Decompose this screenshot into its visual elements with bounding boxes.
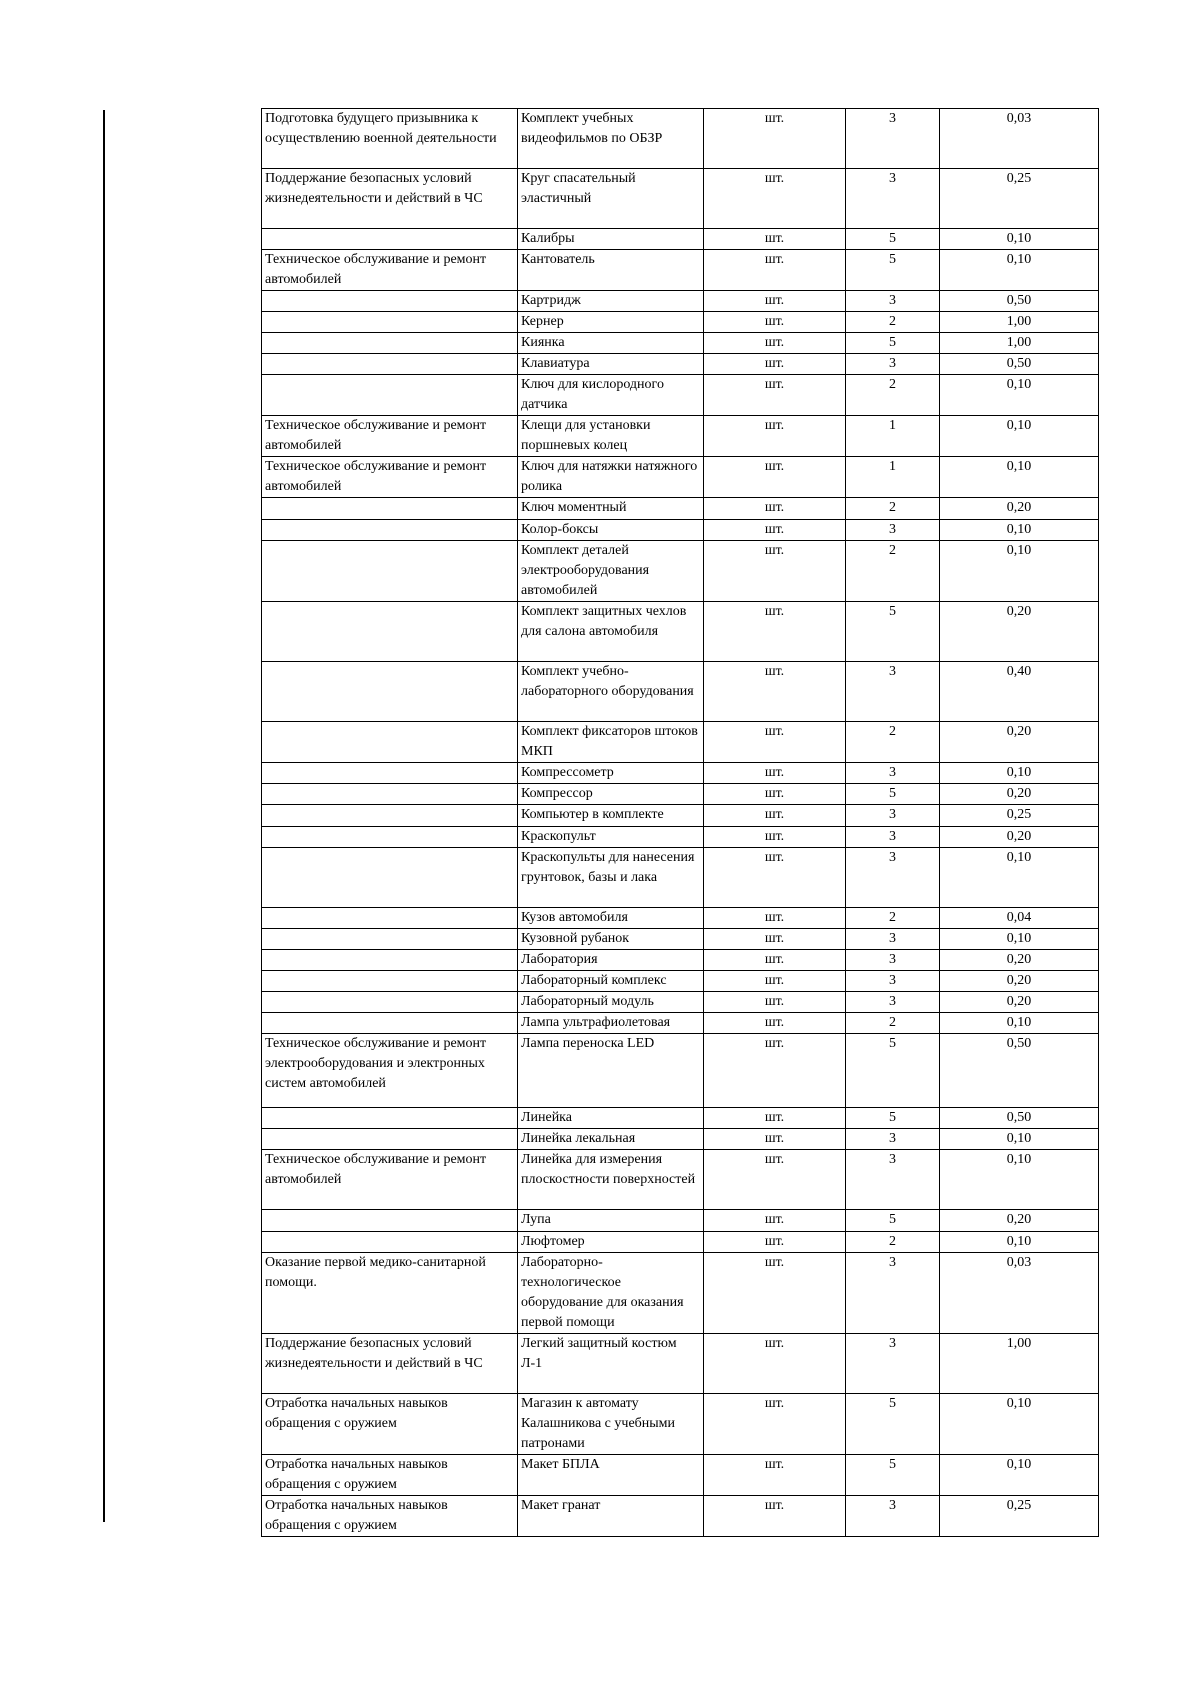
unit-cell: шт. (704, 848, 846, 908)
activity-cell: Техническое обслуживание и ремонт автомобилей (262, 1150, 518, 1210)
quantity-cell: 5 (846, 333, 940, 354)
item-name-cell: Круг спасательный эластичный (518, 169, 704, 229)
quantity-cell: 3 (846, 1150, 940, 1210)
table-row (262, 169, 1099, 229)
item-name-cell: Комплект учебно-лабораторного оборудования (518, 662, 704, 722)
quantity-cell: 5 (846, 1210, 940, 1232)
quantity-cell: 2 (846, 375, 940, 416)
quantity-cell: 3 (846, 929, 940, 950)
coefficient-cell: 0,03 (940, 109, 1099, 169)
table-row (262, 848, 1099, 908)
coefficient-cell: 0,50 (940, 1108, 1099, 1129)
table-row (262, 1150, 1099, 1210)
activity-cell (262, 1210, 518, 1232)
coefficient-cell: 0,10 (940, 848, 1099, 908)
coefficient-cell: 0,20 (940, 827, 1099, 848)
quantity-cell: 3 (846, 763, 940, 784)
coefficient-cell: 0,10 (940, 520, 1099, 541)
table-row (262, 354, 1099, 375)
coefficient-cell: 1,00 (940, 333, 1099, 354)
unit-cell: шт. (704, 333, 846, 354)
item-name-cell: Линейка (518, 1108, 704, 1129)
unit-cell: шт. (704, 1334, 846, 1394)
item-name-cell: Легкий защитный костюм Л-1 (518, 1334, 704, 1394)
coefficient-cell: 0,10 (940, 1394, 1099, 1455)
item-name-cell: Ключ для кислородного датчика (518, 375, 704, 416)
quantity-cell: 2 (846, 312, 940, 333)
item-name-cell: Компрессор (518, 784, 704, 805)
unit-cell: шт. (704, 722, 846, 763)
item-name-cell: Компьютер в комплекте (518, 805, 704, 827)
unit-cell: шт. (704, 827, 846, 848)
table-row (262, 291, 1099, 312)
quantity-cell: 3 (846, 662, 940, 722)
item-name-cell: Краскопульт (518, 827, 704, 848)
item-name-cell: Картридж (518, 291, 704, 312)
item-name-cell: Лаборатория (518, 950, 704, 971)
table-row (262, 375, 1099, 416)
item-name-cell: Комплект учебных видеофильмов по ОБЗР (518, 109, 704, 169)
table-row (262, 662, 1099, 722)
activity-cell (262, 229, 518, 250)
table-row (262, 784, 1099, 805)
quantity-cell: 1 (846, 457, 940, 498)
table-row (262, 229, 1099, 250)
item-name-cell: Люфтомер (518, 1232, 704, 1253)
quantity-cell: 2 (846, 1013, 940, 1034)
activity-cell (262, 291, 518, 312)
unit-cell: шт. (704, 416, 846, 457)
coefficient-cell: 0,04 (940, 908, 1099, 929)
coefficient-cell: 0,10 (940, 375, 1099, 416)
quantity-cell: 3 (846, 1253, 940, 1334)
coefficient-cell: 0,10 (940, 416, 1099, 457)
unit-cell: шт. (704, 229, 846, 250)
margin-line (103, 110, 105, 1522)
activity-cell (262, 992, 518, 1013)
activity-cell (262, 848, 518, 908)
item-name-cell: Компрессометр (518, 763, 704, 784)
coefficient-cell: 0,10 (940, 457, 1099, 498)
quantity-cell: 2 (846, 541, 940, 602)
quantity-cell: 5 (846, 602, 940, 662)
activity-cell (262, 971, 518, 992)
coefficient-cell: 0,20 (940, 971, 1099, 992)
quantity-cell: 3 (846, 520, 940, 541)
coefficient-cell: 0,10 (940, 929, 1099, 950)
coefficient-cell: 0,40 (940, 662, 1099, 722)
table-row (262, 416, 1099, 457)
activity-cell (262, 1108, 518, 1129)
coefficient-cell: 0,10 (940, 763, 1099, 784)
coefficient-cell: 0,25 (940, 805, 1099, 827)
unit-cell: шт. (704, 929, 846, 950)
item-name-cell: Краскопульты для нанесения грунтовок, базы и лака (518, 848, 704, 908)
activity-cell (262, 1013, 518, 1034)
quantity-cell: 3 (846, 1496, 940, 1537)
coefficient-cell: 0,20 (940, 1210, 1099, 1232)
coefficient-cell: 0,50 (940, 291, 1099, 312)
activity-cell: Оказание первой медико-санитарной помощи. (262, 1253, 518, 1334)
table-row (262, 908, 1099, 929)
table-body (262, 109, 1099, 1537)
table-row (262, 1253, 1099, 1334)
quantity-cell: 5 (846, 1455, 940, 1496)
item-name-cell: Лампа переноска LED (518, 1034, 704, 1108)
unit-cell: шт. (704, 805, 846, 827)
table-row (262, 1013, 1099, 1034)
unit-cell: шт. (704, 1232, 846, 1253)
table-row (262, 763, 1099, 784)
item-name-cell: Магазин к автомату Калашникова с учебными патронами (518, 1394, 704, 1455)
item-name-cell: Ключ моментный (518, 498, 704, 520)
activity-cell (262, 950, 518, 971)
unit-cell: шт. (704, 1013, 846, 1034)
table-row (262, 457, 1099, 498)
coefficient-cell: 1,00 (940, 1334, 1099, 1394)
activity-cell (262, 929, 518, 950)
activity-cell: Поддержание безопасных условий жизнедеятельности и действий в ЧС (262, 169, 518, 229)
activity-cell: Техническое обслуживание и ремонт автомобилей (262, 416, 518, 457)
unit-cell: шт. (704, 1394, 846, 1455)
activity-cell (262, 722, 518, 763)
quantity-cell: 3 (846, 848, 940, 908)
item-name-cell: Клавиатура (518, 354, 704, 375)
activity-cell (262, 784, 518, 805)
item-name-cell: Комплект фиксаторов штоков МКП (518, 722, 704, 763)
table-row (262, 520, 1099, 541)
quantity-cell: 5 (846, 229, 940, 250)
quantity-cell: 3 (846, 291, 940, 312)
quantity-cell: 5 (846, 250, 940, 291)
quantity-cell: 3 (846, 169, 940, 229)
table-row (262, 1129, 1099, 1150)
equipment-table (261, 108, 1099, 1537)
coefficient-cell: 0,20 (940, 498, 1099, 520)
quantity-cell: 3 (846, 805, 940, 827)
table-row (262, 950, 1099, 971)
unit-cell: шт. (704, 520, 846, 541)
unit-cell: шт. (704, 354, 846, 375)
coefficient-cell: 0,10 (940, 1013, 1099, 1034)
activity-cell: Отработка начальных навыков обращения с оружием (262, 1455, 518, 1496)
coefficient-cell: 0,10 (940, 1232, 1099, 1253)
table-row (262, 1232, 1099, 1253)
item-name-cell: Комплект защитных чехлов для салона автомобиля (518, 602, 704, 662)
coefficient-cell: 0,10 (940, 1455, 1099, 1496)
quantity-cell: 2 (846, 498, 940, 520)
activity-cell: Отработка начальных навыков обращения с оружием (262, 1496, 518, 1537)
coefficient-cell: 0,50 (940, 1034, 1099, 1108)
unit-cell: шт. (704, 312, 846, 333)
quantity-cell: 1 (846, 416, 940, 457)
activity-cell (262, 908, 518, 929)
table-row (262, 827, 1099, 848)
activity-cell (262, 375, 518, 416)
table-row (262, 992, 1099, 1013)
coefficient-cell: 0,10 (940, 229, 1099, 250)
activity-cell (262, 1232, 518, 1253)
table-row (262, 722, 1099, 763)
table-row (262, 498, 1099, 520)
quantity-cell: 2 (846, 1232, 940, 1253)
item-name-cell: Лабораторный комплекс (518, 971, 704, 992)
item-name-cell: Киянка (518, 333, 704, 354)
table-row (262, 1496, 1099, 1537)
activity-cell: Техническое обслуживание и ремонт автомобилей (262, 250, 518, 291)
unit-cell: шт. (704, 541, 846, 602)
unit-cell: шт. (704, 1253, 846, 1334)
quantity-cell: 2 (846, 722, 940, 763)
table-row (262, 1108, 1099, 1129)
unit-cell: шт. (704, 169, 846, 229)
table-row (262, 250, 1099, 291)
unit-cell: шт. (704, 1129, 846, 1150)
item-name-cell: Линейка для измерения плоскостности поверхностей (518, 1150, 704, 1210)
coefficient-cell: 0,25 (940, 1496, 1099, 1537)
coefficient-cell: 0,20 (940, 722, 1099, 763)
unit-cell: шт. (704, 602, 846, 662)
unit-cell: шт. (704, 250, 846, 291)
table-row (262, 971, 1099, 992)
unit-cell: шт. (704, 1108, 846, 1129)
item-name-cell: Кернер (518, 312, 704, 333)
quantity-cell: 5 (846, 1394, 940, 1455)
item-name-cell: Лабораторный модуль (518, 992, 704, 1013)
coefficient-cell: 0,03 (940, 1253, 1099, 1334)
coefficient-cell: 0,10 (940, 1150, 1099, 1210)
unit-cell: шт. (704, 662, 846, 722)
table-row (262, 312, 1099, 333)
unit-cell: шт. (704, 109, 846, 169)
coefficient-cell: 0,20 (940, 992, 1099, 1013)
unit-cell: шт. (704, 291, 846, 312)
table-row (262, 805, 1099, 827)
item-name-cell: Кузовной рубанок (518, 929, 704, 950)
activity-cell (262, 1129, 518, 1150)
quantity-cell: 3 (846, 109, 940, 169)
activity-cell (262, 333, 518, 354)
unit-cell: шт. (704, 971, 846, 992)
activity-cell: Подготовка будущего призывника к осуществлению военной деятельности (262, 109, 518, 169)
table-row (262, 1455, 1099, 1496)
item-name-cell: Кузов автомобиля (518, 908, 704, 929)
unit-cell: шт. (704, 375, 846, 416)
unit-cell: шт. (704, 1034, 846, 1108)
item-name-cell: Кантователь (518, 250, 704, 291)
item-name-cell: Комплект деталей электрооборудования автомобилей (518, 541, 704, 602)
table-row (262, 1210, 1099, 1232)
item-name-cell: Лабораторно-технологическое оборудование для оказания первой помощи (518, 1253, 704, 1334)
unit-cell: шт. (704, 457, 846, 498)
item-name-cell: Ключ для натяжки натяжного ролика (518, 457, 704, 498)
quantity-cell: 3 (846, 1334, 940, 1394)
item-name-cell: Макет гранат (518, 1496, 704, 1537)
quantity-cell: 3 (846, 1129, 940, 1150)
coefficient-cell: 0,10 (940, 1129, 1099, 1150)
unit-cell: шт. (704, 1210, 846, 1232)
activity-cell (262, 498, 518, 520)
activity-cell: Техническое обслуживание и ремонт автомобилей (262, 457, 518, 498)
coefficient-cell: 0,20 (940, 784, 1099, 805)
table-row (262, 109, 1099, 169)
unit-cell: шт. (704, 992, 846, 1013)
quantity-cell: 3 (846, 354, 940, 375)
table-row (262, 602, 1099, 662)
activity-cell: Поддержание безопасных условий жизнедеятельности и действий в ЧС (262, 1334, 518, 1394)
unit-cell: шт. (704, 784, 846, 805)
table-row (262, 1334, 1099, 1394)
item-name-cell: Линейка лекальная (518, 1129, 704, 1150)
quantity-cell: 5 (846, 1034, 940, 1108)
activity-cell (262, 763, 518, 784)
coefficient-cell: 0,50 (940, 354, 1099, 375)
coefficient-cell: 0,10 (940, 250, 1099, 291)
coefficient-cell: 1,00 (940, 312, 1099, 333)
item-name-cell: Колор-боксы (518, 520, 704, 541)
item-name-cell: Макет БПЛА (518, 1455, 704, 1496)
coefficient-cell: 0,10 (940, 541, 1099, 602)
table-row (262, 929, 1099, 950)
coefficient-cell: 0,20 (940, 950, 1099, 971)
unit-cell: шт. (704, 950, 846, 971)
unit-cell: шт. (704, 1455, 846, 1496)
item-name-cell: Лупа (518, 1210, 704, 1232)
quantity-cell: 5 (846, 1108, 940, 1129)
coefficient-cell: 0,20 (940, 602, 1099, 662)
unit-cell: шт. (704, 1150, 846, 1210)
quantity-cell: 3 (846, 971, 940, 992)
activity-cell: Техническое обслуживание и ремонт электрооборудования и электронных систем автомобилей (262, 1034, 518, 1108)
quantity-cell: 3 (846, 992, 940, 1013)
coefficient-cell: 0,25 (940, 169, 1099, 229)
unit-cell: шт. (704, 763, 846, 784)
table-row (262, 541, 1099, 602)
activity-cell (262, 602, 518, 662)
item-name-cell: Калибры (518, 229, 704, 250)
table-row (262, 1034, 1099, 1108)
item-name-cell: Лампа ультрафиолетовая (518, 1013, 704, 1034)
activity-cell (262, 805, 518, 827)
quantity-cell: 3 (846, 950, 940, 971)
activity-cell: Отработка начальных навыков обращения с оружием (262, 1394, 518, 1455)
table-row (262, 1394, 1099, 1455)
unit-cell: шт. (704, 498, 846, 520)
activity-cell (262, 541, 518, 602)
unit-cell: шт. (704, 908, 846, 929)
quantity-cell: 2 (846, 908, 940, 929)
activity-cell (262, 312, 518, 333)
activity-cell (262, 827, 518, 848)
table-row (262, 333, 1099, 354)
unit-cell: шт. (704, 1496, 846, 1537)
quantity-cell: 5 (846, 784, 940, 805)
quantity-cell: 3 (846, 827, 940, 848)
activity-cell (262, 520, 518, 541)
item-name-cell: Клещи для установки поршневых колец (518, 416, 704, 457)
activity-cell (262, 662, 518, 722)
activity-cell (262, 354, 518, 375)
